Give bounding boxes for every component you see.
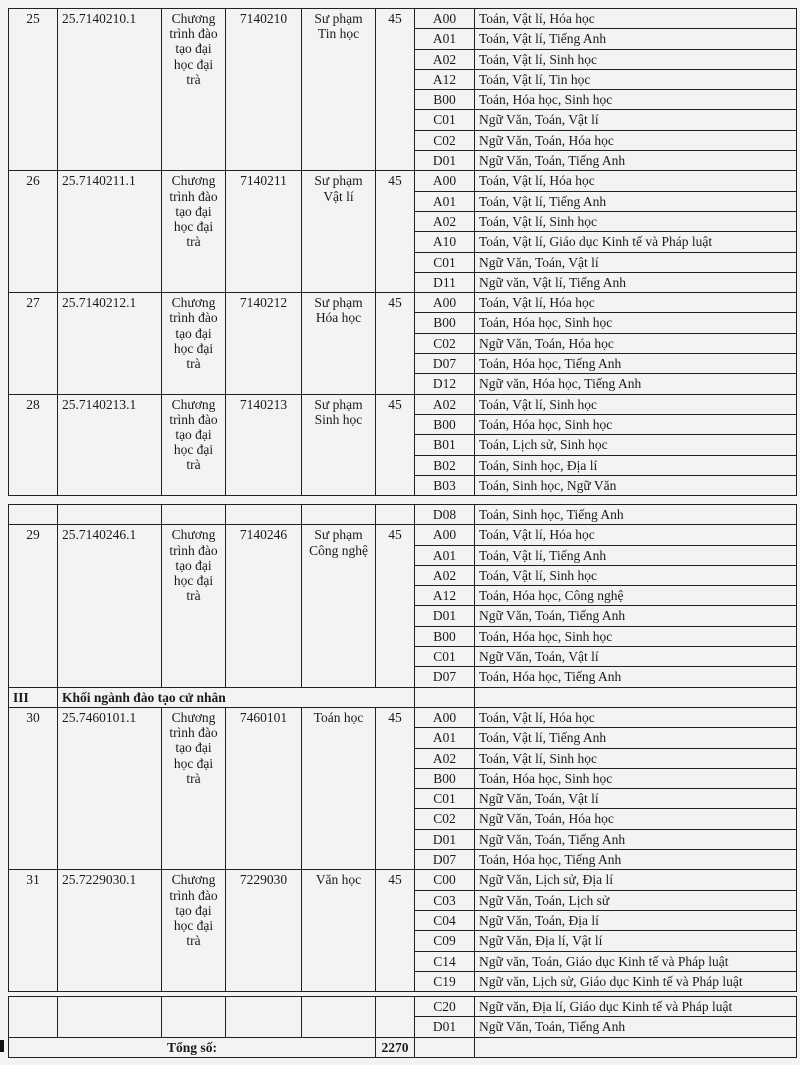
table-row	[9, 394, 797, 414]
combo-subjects: Toán, Hóa học, Công nghệ	[475, 586, 797, 606]
combo-code: D07	[415, 667, 475, 687]
combo-code: D07	[415, 354, 475, 374]
row-number: 31	[9, 870, 58, 992]
combo-subjects: Toán, Hóa học, Tiếng Anh	[475, 850, 797, 870]
combo-code: C19	[415, 971, 475, 991]
major-code: 7229030	[226, 870, 302, 992]
combo-subjects: Ngữ Văn, Toán, Hóa học	[475, 809, 797, 829]
major-name: Toán học	[302, 707, 376, 869]
empty-cell	[162, 997, 226, 1038]
major-code: 7140213	[226, 394, 302, 495]
combo-subjects: Toán, Vật lí, Hóa học	[475, 525, 797, 545]
empty-cell	[376, 505, 415, 525]
combo-code: C04	[415, 910, 475, 930]
combo-subjects: Toán, Vật lí, Sinh học	[475, 748, 797, 768]
combo-code: D01	[415, 606, 475, 626]
combo-subjects: Ngữ Văn, Toán, Lịch sử	[475, 890, 797, 910]
empty-cell	[58, 505, 162, 525]
table-row	[9, 870, 797, 890]
combo-subjects: Toán, Vật lí, Tiếng Anh	[475, 545, 797, 565]
quota: 45	[376, 9, 415, 171]
combo-subjects: Ngữ Văn, Toán, Vật lí	[475, 110, 797, 130]
admission-code: 25.7460101.1	[58, 707, 162, 869]
combo-code: B02	[415, 455, 475, 475]
major-name: Sư phạm Sinh học	[302, 394, 376, 495]
combo-code: A01	[415, 29, 475, 49]
combo-code: C20	[415, 997, 475, 1017]
empty-cell	[162, 505, 226, 525]
major-code: 7140211	[226, 171, 302, 293]
combo-subjects: Toán, Lịch sử, Sinh học	[475, 435, 797, 455]
quota: 45	[376, 870, 415, 992]
empty-cell	[415, 1037, 475, 1057]
program-name: Chương trình đào tạo đại học đại trà	[162, 394, 226, 495]
combo-code: D12	[415, 374, 475, 394]
combo-code: A12	[415, 586, 475, 606]
empty-cell	[415, 687, 475, 707]
combo-code: C02	[415, 809, 475, 829]
combo-code: B01	[415, 435, 475, 455]
combo-subjects: Toán, Vật lí, Tiếng Anh	[475, 728, 797, 748]
combo-subjects: Ngữ Văn, Địa lí, Vật lí	[475, 931, 797, 951]
combo-code: A01	[415, 545, 475, 565]
table-row	[9, 525, 797, 545]
table-row	[9, 9, 797, 29]
program-name: Chương trình đào tạo đại học đại trà	[162, 525, 226, 687]
admission-code: 25.7140210.1	[58, 9, 162, 171]
major-name: Sư phạm Vật lí	[302, 171, 376, 293]
combo-subjects: Toán, Vật lí, Hóa học	[475, 707, 797, 727]
combo-subjects: Toán, Vật lí, Sinh học	[475, 211, 797, 231]
table-row	[9, 997, 797, 1017]
combo-subjects: Toán, Hóa học, Tiếng Anh	[475, 354, 797, 374]
combo-code: C02	[415, 333, 475, 353]
combo-code: C01	[415, 252, 475, 272]
quota: 45	[376, 293, 415, 394]
combo-code: B00	[415, 768, 475, 788]
quota: 45	[376, 525, 415, 687]
empty-cell	[302, 505, 376, 525]
combo-subjects: Toán, Hóa học, Sinh học	[475, 414, 797, 434]
table-row	[9, 293, 797, 313]
admission-code: 25.7140213.1	[58, 394, 162, 495]
combo-code: A02	[415, 565, 475, 585]
program-name: Chương trình đào tạo đại học đại trà	[162, 9, 226, 171]
combo-code: A02	[415, 748, 475, 768]
total-row	[9, 1037, 797, 1057]
combo-code: A00	[415, 9, 475, 29]
combo-subjects: Toán, Hóa học, Tiếng Anh	[475, 667, 797, 687]
combo-subjects: Toán, Hóa học, Sinh học	[475, 90, 797, 110]
combo-subjects: Ngữ Văn, Toán, Tiếng Anh	[475, 829, 797, 849]
major-name: Sư phạm Công nghệ	[302, 525, 376, 687]
section-title: Khối ngành đào tạo cử nhân	[58, 687, 415, 707]
major-name: Sư phạm Hóa học	[302, 293, 376, 394]
quota: 45	[376, 707, 415, 869]
combo-code: A02	[415, 49, 475, 69]
combo-subjects: Ngữ văn, Toán, Giáo dục Kinh tế và Pháp luật	[475, 951, 797, 971]
combo-subjects: Ngữ Văn, Toán, Vật lí	[475, 789, 797, 809]
combo-code: A00	[415, 525, 475, 545]
combo-subjects: Toán, Vật lí, Hóa học	[475, 293, 797, 313]
empty-cell	[58, 997, 162, 1038]
admission-code: 25.7140246.1	[58, 525, 162, 687]
combo-subjects: Toán, Sinh học, Tiếng Anh	[475, 505, 797, 525]
combo-subjects: Ngữ văn, Vật lí, Tiếng Anh	[475, 272, 797, 292]
combo-subjects: Ngữ Văn, Toán, Tiếng Anh	[475, 606, 797, 626]
section-row	[9, 687, 797, 707]
combo-subjects: Ngữ Văn, Toán, Vật lí	[475, 647, 797, 667]
combo-code: C03	[415, 890, 475, 910]
empty-cell	[9, 997, 58, 1038]
combo-code: C01	[415, 110, 475, 130]
row-number: 29	[9, 525, 58, 687]
combo-code: A00	[415, 293, 475, 313]
table-row	[9, 505, 797, 525]
program-name: Chương trình đào tạo đại học đại trà	[162, 171, 226, 293]
combo-code: D01	[415, 829, 475, 849]
combo-code: A02	[415, 394, 475, 414]
combo-subjects: Ngữ Văn, Lịch sử, Địa lí	[475, 870, 797, 890]
empty-cell	[376, 997, 415, 1038]
empty-cell	[302, 997, 376, 1038]
combo-subjects: Toán, Vật lí, Hóa học	[475, 9, 797, 29]
combo-code: C09	[415, 931, 475, 951]
major-code: 7140210	[226, 9, 302, 171]
empty-cell	[475, 687, 797, 707]
combo-subjects: Ngữ văn, Hóa học, Tiếng Anh	[475, 374, 797, 394]
admission-code: 25.7140212.1	[58, 293, 162, 394]
combo-code: B00	[415, 414, 475, 434]
combo-subjects: Ngữ Văn, Toán, Hóa học	[475, 130, 797, 150]
combo-subjects: Toán, Sinh học, Địa lí	[475, 455, 797, 475]
combo-subjects: Ngữ Văn, Toán, Địa lí	[475, 910, 797, 930]
combo-subjects: Toán, Vật lí, Giáo dục Kinh tế và Pháp luật	[475, 232, 797, 252]
row-number: 26	[9, 171, 58, 293]
combo-code: C02	[415, 130, 475, 150]
combo-code: A12	[415, 69, 475, 89]
combo-subjects: Toán, Sinh học, Ngữ Văn	[475, 475, 797, 495]
major-name: Văn học	[302, 870, 376, 992]
combo-code: A00	[415, 707, 475, 727]
major-code: 7140246	[226, 525, 302, 687]
table-row	[9, 707, 797, 727]
combo-subjects: Toán, Vật lí, Hóa học	[475, 171, 797, 191]
combo-code: D07	[415, 850, 475, 870]
combo-subjects: Toán, Hóa học, Sinh học	[475, 313, 797, 333]
combo-subjects: Toán, Vật lí, Tin học	[475, 69, 797, 89]
combo-code: C14	[415, 951, 475, 971]
combo-code: D11	[415, 272, 475, 292]
combo-subjects: Ngữ Văn, Toán, Tiếng Anh	[475, 151, 797, 171]
combo-subjects: Toán, Vật lí, Tiếng Anh	[475, 191, 797, 211]
combo-subjects: Toán, Vật lí, Tiếng Anh	[475, 29, 797, 49]
combo-code: A10	[415, 232, 475, 252]
combo-subjects: Ngữ Văn, Toán, Vật lí	[475, 252, 797, 272]
major-code: 7140212	[226, 293, 302, 394]
combo-code: D01	[415, 151, 475, 171]
admission-code: 25.7229030.1	[58, 870, 162, 992]
combo-code: A01	[415, 191, 475, 211]
total-label: Tổng số:	[9, 1037, 376, 1057]
empty-cell	[226, 505, 302, 525]
combo-subjects: Ngữ Văn, Toán, Hóa học	[475, 333, 797, 353]
program-name: Chương trình đào tạo đại học đại trà	[162, 870, 226, 992]
combo-code: A02	[415, 211, 475, 231]
row-number: 27	[9, 293, 58, 394]
row-number: 28	[9, 394, 58, 495]
quota: 45	[376, 171, 415, 293]
row-number: 25	[9, 9, 58, 171]
combo-code: C00	[415, 870, 475, 890]
empty-cell	[9, 505, 58, 525]
row-number: 30	[9, 707, 58, 869]
combo-subjects: Toán, Hóa học, Sinh học	[475, 768, 797, 788]
combo-subjects: Toán, Vật lí, Sinh học	[475, 565, 797, 585]
combo-code: C01	[415, 789, 475, 809]
section-number: III	[9, 687, 58, 707]
combo-subjects: Ngữ Văn, Toán, Tiếng Anh	[475, 1017, 797, 1037]
empty-cell	[475, 1037, 797, 1057]
table-row	[9, 171, 797, 191]
program-name: Chương trình đào tạo đại học đại trà	[162, 707, 226, 869]
admission-code: 25.7140211.1	[58, 171, 162, 293]
table-segment-3	[8, 996, 797, 1058]
empty-cell	[226, 997, 302, 1038]
combo-code: A00	[415, 171, 475, 191]
combo-subjects: Ngữ văn, Địa lí, Giáo dục Kinh tế và Pháp luật	[475, 997, 797, 1017]
combo-subjects: Ngữ văn, Lịch sử, Giáo dục Kinh tế và Pháp luật	[475, 971, 797, 991]
combo-code: B00	[415, 313, 475, 333]
combo-code: A01	[415, 728, 475, 748]
major-name: Sư phạm Tin học	[302, 9, 376, 171]
combo-subjects: Toán, Vật lí, Sinh học	[475, 49, 797, 69]
total-value: 2270	[376, 1037, 415, 1057]
combo-code: D08	[415, 505, 475, 525]
combo-code: B00	[415, 626, 475, 646]
combo-code: B00	[415, 90, 475, 110]
quota: 45	[376, 394, 415, 495]
combo-code: D01	[415, 1017, 475, 1037]
combo-subjects: Toán, Hóa học, Sinh học	[475, 626, 797, 646]
major-code: 7460101	[226, 707, 302, 869]
program-name: Chương trình đào tạo đại học đại trà	[162, 293, 226, 394]
page-edge-mark	[0, 1040, 4, 1052]
combo-subjects: Toán, Vật lí, Sinh học	[475, 394, 797, 414]
combo-code: C01	[415, 647, 475, 667]
combo-code: B03	[415, 475, 475, 495]
table-segment-2	[8, 504, 797, 992]
table-segment-1	[8, 8, 797, 496]
